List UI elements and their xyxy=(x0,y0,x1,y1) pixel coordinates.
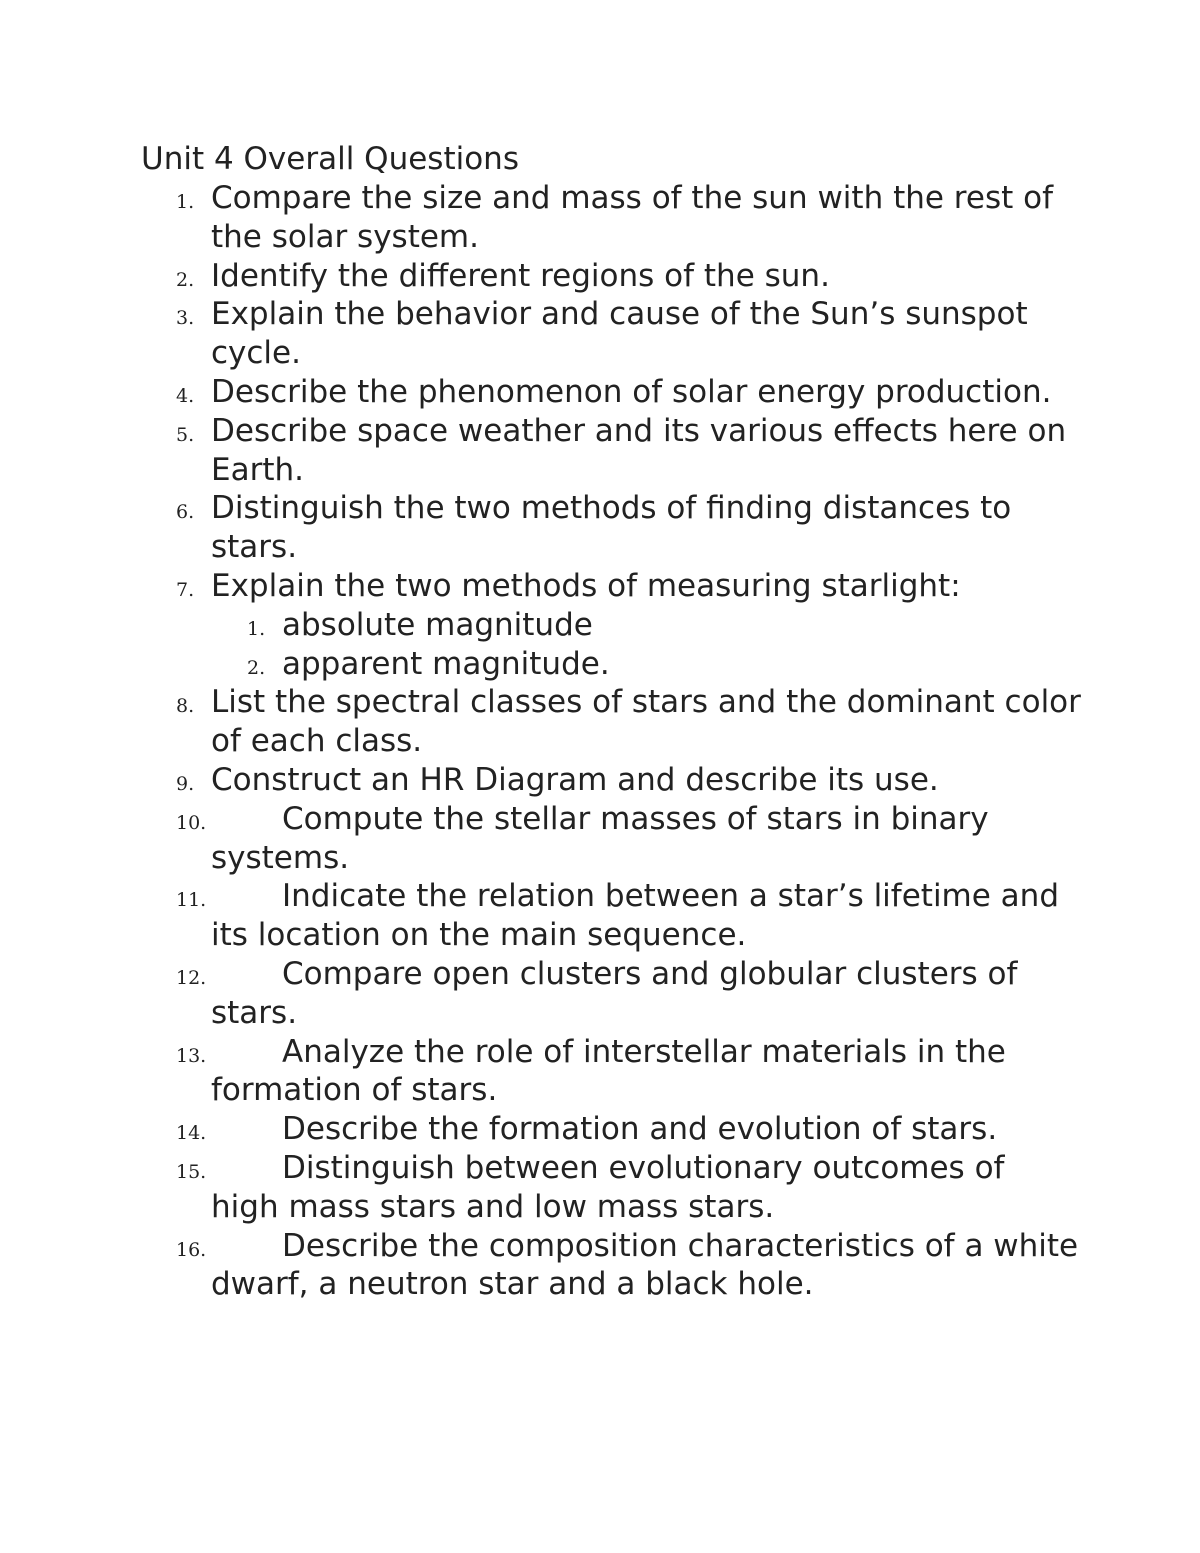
question-list xyxy=(0,179,1200,1304)
list-item xyxy=(0,1033,1200,1111)
question-number: 11. xyxy=(176,889,207,912)
list-item xyxy=(0,489,1200,567)
question-number: 16. xyxy=(176,1238,207,1261)
sub-question-list xyxy=(0,606,1200,684)
question-text: Explain the behavior and cause of the Sun’s sunspot cycle. xyxy=(211,296,1028,372)
question-number: 4. xyxy=(176,384,195,407)
question-number: 7. xyxy=(176,578,195,601)
question-number: 2. xyxy=(176,268,195,291)
question-text: Analyze the role of interstellar materials in the formation of stars. xyxy=(211,1033,1006,1109)
question-text: Distinguish the two methods of finding distances to stars. xyxy=(211,490,1012,566)
question-number: 1. xyxy=(176,191,195,213)
sub-list-item xyxy=(0,606,1200,645)
list-item xyxy=(0,877,1200,955)
list-item xyxy=(0,955,1200,1033)
question-text: Distinguish between evolutionary outcomes of high mass stars and low mass stars. xyxy=(211,1149,1005,1225)
list-item xyxy=(0,412,1200,490)
question-number: 12. xyxy=(176,966,207,989)
question-text: Describe the formation and evolution of stars. xyxy=(282,1111,998,1148)
question-text: Construct an HR Diagram and describe its use. xyxy=(211,761,939,798)
question-text: List the spectral classes of stars and the dominant color of each class. xyxy=(211,684,1081,760)
question-number: 8. xyxy=(176,695,195,718)
question-number: 10. xyxy=(176,811,207,834)
question-text: Identify the different regions of the sun. xyxy=(211,257,830,294)
list-item xyxy=(0,567,1200,683)
question-number: 15. xyxy=(176,1160,207,1183)
sub-question-text: apparent magnitude. xyxy=(282,645,610,682)
question-text: Describe space weather and its various effects here on Earth. xyxy=(211,412,1067,488)
list-item xyxy=(0,179,1200,257)
question-number: 3. xyxy=(176,307,195,330)
list-item xyxy=(0,295,1200,373)
document-title: Unit 4 Overall Questions xyxy=(141,141,519,177)
list-item xyxy=(0,257,1200,296)
question-text: Compute the stellar masses of stars in binary systems. xyxy=(211,800,989,876)
list-item xyxy=(0,373,1200,412)
question-number: 9. xyxy=(176,772,195,795)
question-number: 13. xyxy=(176,1044,207,1067)
question-text: Indicate the relation between a star’s lifetime and its location on the main sequence. xyxy=(211,878,1059,954)
sub-question-text: absolute magnitude xyxy=(282,606,593,643)
question-text: Compare the size and mass of the sun with the rest of the solar system. xyxy=(211,180,1053,255)
question-text: Describe the composition characteristics of a white dwarf, a neutron star and a black hole. xyxy=(211,1227,1079,1303)
question-text: Describe the phenomenon of solar energy production. xyxy=(211,373,1052,410)
list-item xyxy=(0,761,1200,800)
list-item xyxy=(0,1227,1200,1305)
sub-question-number: 1. xyxy=(247,617,266,640)
question-number: 6. xyxy=(176,501,195,524)
question-text: Explain the two methods of measuring starlight: xyxy=(211,567,961,604)
question-text: Compare open clusters and globular clusters of stars. xyxy=(211,955,1018,1031)
question-number: 14. xyxy=(176,1122,207,1145)
sub-list-item xyxy=(0,645,1200,684)
question-number: 5. xyxy=(176,423,195,446)
list-item xyxy=(0,683,1200,761)
list-item xyxy=(0,800,1200,878)
list-item xyxy=(0,1110,1200,1149)
list-item xyxy=(0,1149,1200,1227)
sub-question-number: 2. xyxy=(247,656,266,679)
